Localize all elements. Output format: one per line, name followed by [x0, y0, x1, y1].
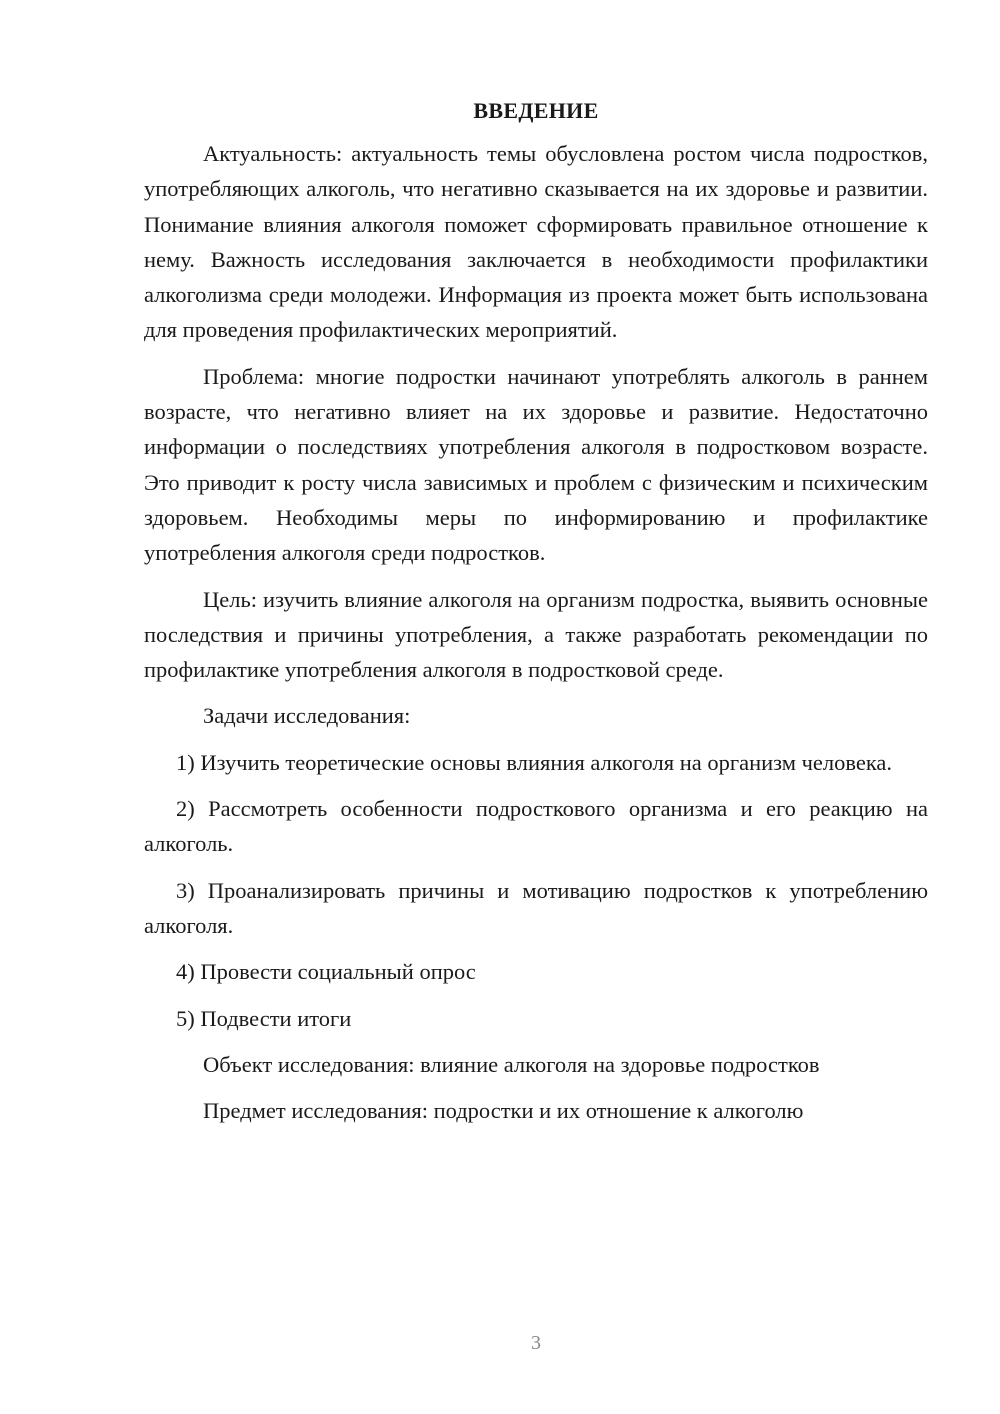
goal-paragraph: Цель: изучить влияние алкоголя на организм подростка, выявить основные последствия и причины употребления, а также разработать рекомендации по профилактике употребления алкоголя в подростковой среде. [144, 586, 928, 683]
task-item-5: 5) Подвести итоги [176, 1005, 352, 1031]
task-item-4: 4) Провести социальный опрос [176, 959, 476, 985]
page-title: ВВЕДЕНИЕ [473, 98, 599, 123]
task-item-1: 1) Изучить теоретические основы влияния алкоголя на организм человека. [176, 749, 893, 775]
page-number: 3 [531, 1332, 541, 1354]
page-content [144, 96, 928, 1139]
task-item-2: 2) Рассмотреть особенности подросткового организма и его реакцию на алкоголь. [144, 796, 928, 857]
research-object: Объект исследования: влияние алкоголя на здоровье подростков [203, 1051, 820, 1077]
research-subject: Предмет исследования: подростки и их отношение к алкоголю [203, 1098, 804, 1124]
problem-paragraph: Проблема: многие подростки начинают употреблять алкоголь в раннем возрасте, что негативно влияет на их здоровье и развитие. Недостаточно информации о последствиях употребления алкоголя в подростковом возрасте. Это приводит к росту числа зависимых и проблем с физическим и психическим здоровьем. Необходимы меры по информированию и профилактике употребления алкоголя среди подростков. [144, 363, 928, 566]
task-item-3: 3) Проанализировать причины и мотивацию подростков к употреблению алкоголя. [144, 877, 928, 938]
relevance-paragraph: Актуальность: актуальность темы обусловлена ростом числа подростков, употребляющих алкоголь, что негативно сказывается на их здоровье и развитии. Понимание влияния алкоголя поможет сформировать правильное отношение к нему. Важность исследования заключается в необходимости профилактики алкоголизма среди молодежи. Информация из проекта может быть использована для проведения профилактических мероприятий. [144, 141, 928, 343]
tasks-heading: Задачи исследования: [203, 703, 411, 729]
